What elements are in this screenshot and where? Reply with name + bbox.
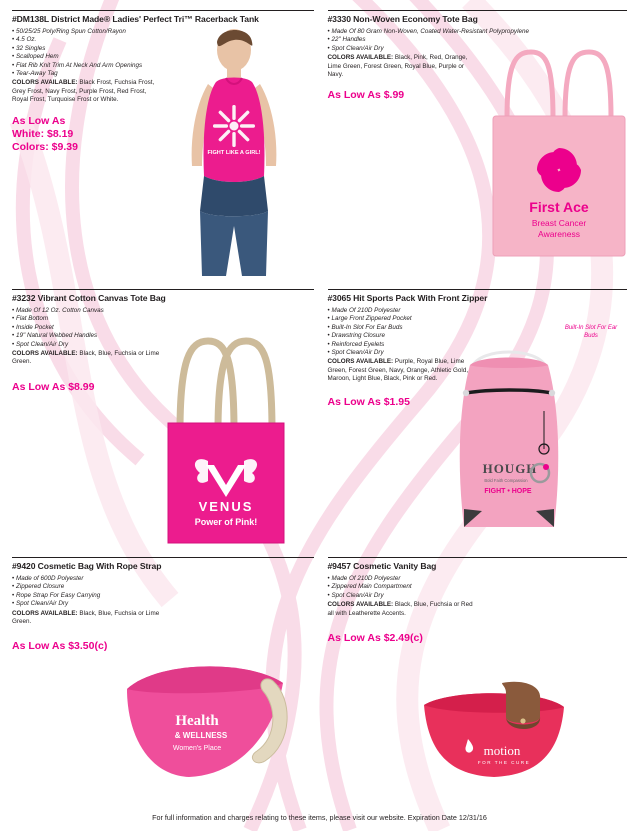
colors-label: COLORS AVAILABLE:: [327, 54, 394, 62]
list-item: • Reinforced Eyelets: [328, 341, 628, 349]
list-item: • Rope Strap For Easy Carrying: [12, 592, 314, 600]
canvas-sub1-text: Power of Pink!: [194, 517, 258, 527]
list-item: • Drawstring Closure: [328, 332, 628, 340]
list-item: • Scalloped Hem: [12, 53, 314, 61]
price-line: As Low As: [12, 114, 66, 127]
colors-text: Purple, Royal Blue, Lime Green, Forest Green, Navy, Orange, Athletic Gold, Maroon, Light Blue, Black, Pink or Red.: [327, 358, 469, 383]
cosmetic-sub1-text: & WELLNESS: [174, 731, 228, 740]
product-image-cosmetic-bag: [97, 653, 312, 788]
colors-text: Black, Blue, Fuchsia or Lime Green.: [12, 609, 160, 626]
product-title: #3330 Non-Woven Economy Tote Bag: [328, 10, 628, 25]
pack-sub1-text: Bold Faith Compassion: [483, 478, 528, 483]
list-item: • Flat Rib Knit Trim At Neck And Arm Openings: [12, 62, 314, 70]
price-line: As Low As $3.50(c): [12, 640, 108, 653]
list-item: • Zippered Closure: [12, 583, 314, 591]
price-block: [12, 640, 314, 653]
list-item: • Zippered Main Compartment: [328, 583, 628, 591]
colors-text: Black, Pink, Red, Orange, Lime Green, Forest Green, Royal Blue, Purple or Navy.: [327, 54, 468, 79]
colors-available: [12, 79, 162, 104]
product-image-tank-top: [142, 26, 327, 276]
vanity-sub1-text: FOR THE CURE: [477, 760, 530, 765]
list-item: • Made Of 210D Polyester: [328, 575, 628, 583]
product-bullets: [12, 575, 314, 609]
list-item: • Flat Bottom: [12, 315, 314, 323]
product-row-2: [12, 289, 627, 547]
list-item: • Spot Clean/Air Dry: [328, 349, 628, 357]
product-cell-9420: [12, 557, 320, 792]
list-item: • Inside Pocket: [12, 324, 314, 332]
product-cell-3065: [320, 289, 628, 547]
cosmetic-brand-text: Health: [175, 713, 219, 729]
product-image-vanity-bag: [390, 659, 590, 789]
product-bullets: [328, 575, 628, 600]
product-title: #9457 Cosmetic Vanity Bag: [328, 557, 628, 572]
colors-text: Black, Blue, Fuchsia or Lime Green.: [12, 350, 160, 366]
colors-text: Black, Blue, Fuchsia or Red all with Leatherette Accents.: [327, 601, 473, 617]
product-cell-3232: [12, 289, 320, 547]
product-row-1: [12, 10, 627, 275]
list-item: • Made Of 12 Oz. Cotton Canvas: [12, 307, 314, 315]
product-title: #3065 Hit Sports Pack With Front Zipper: [328, 289, 628, 304]
pack-sub2-text: FIGHT • HOPE: [483, 488, 532, 495]
price-line: As Low As $1.95: [327, 395, 410, 408]
list-item: • Tear-Away Tag: [12, 70, 314, 78]
product-image-tote-bag: [455, 30, 630, 270]
list-item: • Made of 600D Polyester: [12, 575, 314, 583]
tank-graphic-text: FIGHT LIKE A GIRL!: [207, 150, 261, 156]
tote-sub1-text: Breast Cancer: [531, 218, 586, 228]
list-item: • 19" Natural Webbed Handles: [12, 332, 314, 340]
price-line: As Low As $8.99: [12, 380, 95, 393]
list-item: • 32 Singles: [12, 45, 314, 53]
colors-text: Black Frost, Fuchsia Frost, Grey Frost, Navy Frost, Purple Frost, Red Frost, Royal Frost, Turquoise Frost or White.: [12, 79, 155, 104]
colors-label: COLORS AVAILABLE:: [12, 79, 78, 87]
product-title: #DM138L District Made® Ladies' Perfect Tri™ Racerback Tank: [12, 10, 314, 25]
tote-sub2-text: Awareness: [537, 229, 580, 239]
list-item: • 22" Handles: [328, 36, 628, 44]
list-item: • Made Of 80 Gram Non-Woven, Coated Water-Resistant Polypropylene: [328, 28, 628, 36]
vanity-brand-text: motion: [483, 743, 520, 758]
colors-available: [12, 610, 162, 627]
product-title: #9420 Cosmetic Bag With Rope Strap: [12, 557, 314, 572]
footer-note: For full information and charges relating to these items, please visit our website. Expiration Date 12/31/16: [152, 813, 487, 822]
colors-label: COLORS AVAILABLE:: [327, 358, 394, 366]
pack-brand-text: HOUGH: [482, 461, 537, 476]
price-line: White: $8.19: [12, 127, 74, 140]
canvas-brand-text: VENUS: [198, 499, 254, 514]
list-item: • 50/25/25 Poly/Ring Spun Cotton/Rayon: [12, 28, 314, 36]
product-image-sports-pack: [420, 341, 610, 546]
product-cell-9457: [320, 557, 628, 792]
callout-ear-buds: Built-In Slot For Ear Buds: [564, 325, 618, 339]
product-title: #3232 Vibrant Cotton Canvas Tote Bag: [12, 289, 314, 304]
colors-available: [328, 601, 478, 618]
product-cell-3330: [320, 10, 628, 275]
product-row-3: [12, 557, 627, 792]
list-item: • Spot Clean/Air Dry: [328, 592, 628, 600]
price-line: Colors: $9.39: [12, 140, 78, 153]
tote-brand-text: First Ace: [528, 199, 589, 215]
product-cell-dm138l: [12, 10, 320, 275]
price-block: [328, 632, 628, 645]
list-item: • Spot Clean/Air Dry: [328, 45, 628, 53]
price-line: As Low As $2.49(c): [327, 632, 423, 645]
price-line: As Low As $.99: [327, 89, 405, 102]
cosmetic-sub2-text: Women's Place: [172, 745, 222, 752]
list-item: • 4.5 Oz.: [12, 36, 314, 44]
colors-label: COLORS AVAILABLE:: [12, 609, 78, 617]
list-item: • Large Front Zippered Pocket: [328, 315, 628, 323]
list-item: • Spot Clean/Air Dry: [12, 341, 314, 349]
product-image-canvas-tote: [132, 311, 317, 551]
colors-label: COLORS AVAILABLE:: [327, 601, 394, 609]
colors-label: COLORS AVAILABLE:: [12, 350, 78, 358]
list-item: • Built-In Slot For Ear Buds: [328, 324, 628, 332]
list-item: • Spot Clean/Air Dry: [12, 600, 314, 608]
list-item: • Made Of 210D Polyester: [328, 307, 628, 315]
